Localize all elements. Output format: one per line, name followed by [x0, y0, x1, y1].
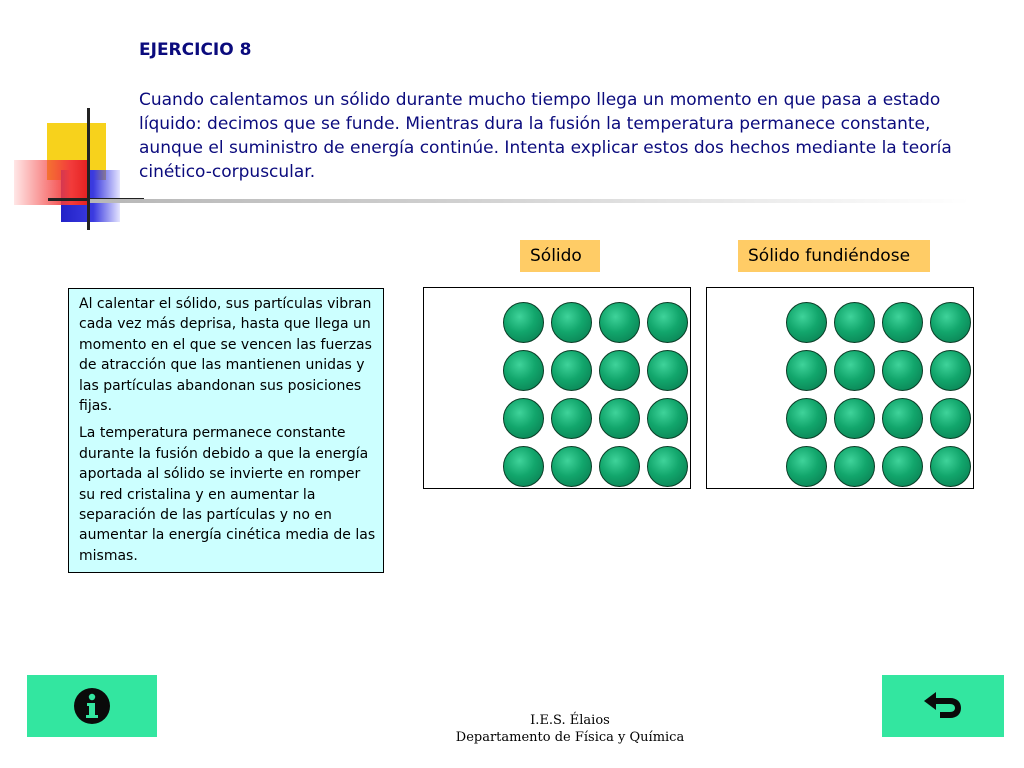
particle — [930, 446, 971, 487]
particle — [882, 446, 923, 487]
particle — [647, 398, 688, 439]
footer-school: I.E.S. Élaios — [530, 713, 610, 728]
particle — [503, 302, 544, 343]
particle — [599, 446, 640, 487]
explanation-paragraph: Al calentar el sólido, sus partículas vibran cada vez más deprisa, hasta que llega un momento en el que se vencen las fuerzas de atracción que las mantienen unidas y las partículas abandonan sus posiciones fijas. — [79, 296, 372, 415]
particle — [834, 398, 875, 439]
particle — [503, 398, 544, 439]
particle — [930, 302, 971, 343]
particle — [882, 302, 923, 343]
info-button[interactable] — [27, 675, 157, 737]
particle — [503, 446, 544, 487]
melting-solid-label: Sólido fundiéndose — [738, 240, 930, 272]
footer — [420, 712, 720, 746]
exercise-statement: Cuando calentamos un sólido durante mucho tiempo llega un momento en que pasa a estado líquido: decimos que se funde. Mientras dura la fusión la temperatura permanece constante, aunque el suministro de energía continúe. Intenta explicar estos dos hechos mediante la teoría cinético-corpuscular. — [139, 90, 952, 182]
explanation-box — [68, 288, 384, 573]
particle — [834, 446, 875, 487]
info-icon — [72, 686, 112, 726]
header-divider — [90, 199, 970, 203]
solid-particles-panel — [423, 287, 691, 489]
particle — [551, 446, 592, 487]
particle-grid — [786, 302, 971, 487]
exercise-title: EJERCICIO 8 — [139, 40, 252, 60]
footer-department: Departamento de Física y Química — [455, 730, 685, 745]
particle — [930, 350, 971, 391]
particle — [647, 302, 688, 343]
particle — [599, 398, 640, 439]
logo-vertical-line — [87, 108, 90, 230]
particle — [834, 350, 875, 391]
particle-grid — [503, 302, 688, 487]
particle — [599, 350, 640, 391]
particle — [647, 446, 688, 487]
particle — [786, 446, 827, 487]
particle — [786, 350, 827, 391]
melting-particles-panel — [706, 287, 974, 489]
particle — [882, 350, 923, 391]
particle — [647, 350, 688, 391]
particle — [551, 302, 592, 343]
particle — [551, 398, 592, 439]
solid-label: Sólido — [520, 240, 600, 272]
return-arrow-icon — [920, 686, 966, 726]
particle — [882, 398, 923, 439]
particle — [930, 398, 971, 439]
particle — [599, 302, 640, 343]
particle — [786, 302, 827, 343]
explanation-paragraph: La temperatura permanece constante durante la fusión debido a que la energía aportada al sólido se invierte en romper su red cristalina y en aumentar la separación de las partículas y no en aumentar la energía cinética media de las mismas. — [79, 425, 376, 564]
particle — [786, 398, 827, 439]
particle — [834, 302, 875, 343]
return-button[interactable] — [882, 675, 1004, 737]
particle — [551, 350, 592, 391]
particle — [503, 350, 544, 391]
